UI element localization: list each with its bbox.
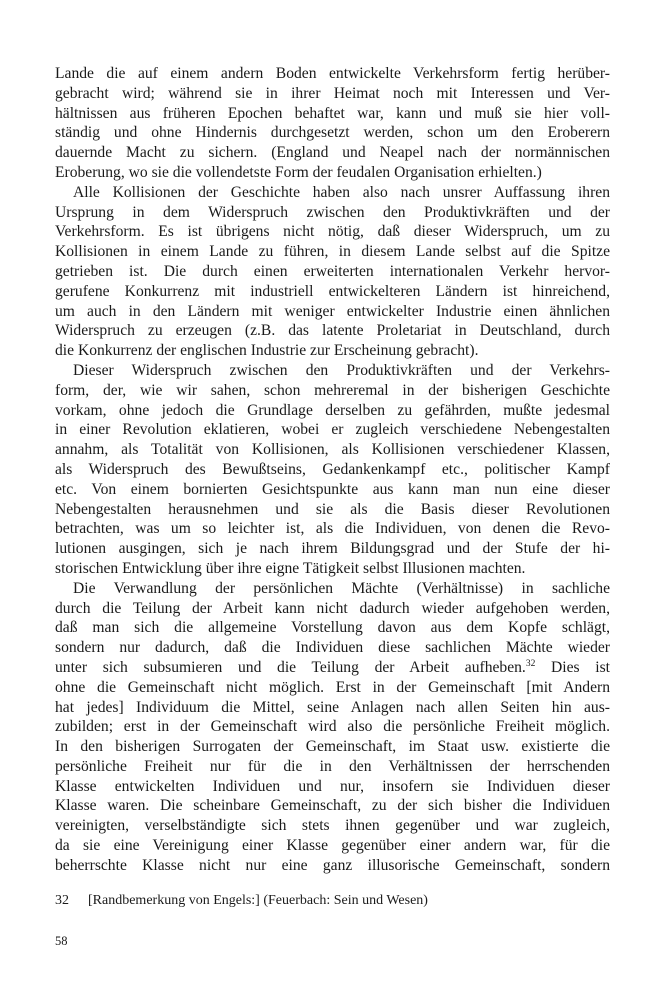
text-segment: Dies ist	[535, 658, 610, 676]
text-line-with-footnote	[55, 658, 610, 678]
text-line: Widerspruch zu erzeugen (z.B. das latente Proletariat in Deutschland, durch	[55, 322, 610, 340]
text-line: Verkehrsform. Es ist übrigens nicht nötig, daß dieser Widerspruch, um zu	[55, 223, 610, 241]
text-line: Klasse entwickelten Individuen und nur, insofern sie Individuen dieser	[55, 777, 610, 795]
text-line: vereinigten, verselbständigte sich stets ihnen gegenüber und war zugleich,	[55, 817, 610, 835]
text-line: Lande die auf einem andern Boden entwickelte Verkehrsform fertig herüber-	[55, 65, 610, 82]
text-line: um auch in den Ländern mit weniger entwickelter Industrie einen ähnlichen	[55, 302, 610, 320]
footnote-text: [Randbemerkung von Engels:] (Feuerbach: Sein und Wesen)	[88, 893, 428, 908]
text-line: lutionen ausgingen, sich je nach ihrem Bildungsgrad und der Stufe der hi-	[55, 540, 610, 558]
text-line: beherrschte Klasse nicht nur eine ganz illusorische Gemeinschaft, sondern	[55, 856, 610, 874]
page-number: 58	[55, 934, 68, 948]
text-line: Die Verwandlung der persönlichen Mächte (Verhältnisse) in sachliche	[73, 579, 610, 597]
text-line: hat jedes] Individuum die Mittel, seine Anlagen nach allen Seiten hin aus-	[55, 698, 610, 716]
text-line: durch die Teilung der Arbeit kann nicht dadurch wieder aufgehoben werden,	[55, 599, 610, 617]
text-line: gerufene Konkurrenz mit industriell entwickelteren Ländern ist hinreichend,	[55, 282, 610, 300]
text-line: Ursprung in dem Widerspruch zwischen den Produktivkräften und der	[55, 203, 610, 221]
text-line: dauernde Macht zu sichern. (England und Neapel nach der normännischen	[55, 144, 610, 162]
text-line: ohne die Gemeinschaft nicht möglich. Erst in der Gemeinschaft [mit Andern	[55, 678, 610, 696]
text-line: persönliche Freiheit nur für die in den Verhältnissen der herrschenden	[55, 757, 610, 775]
text-line: Nebengestalten herausnehmen und sie als die Basis dieser Revolutionen	[55, 500, 610, 518]
text-line: zubilden; erst in der Gemeinschaft wird also die persönliche Freiheit möglich.	[55, 718, 610, 736]
text-line: da sie eine Vereinigung einer Klasse gegenüber einer andern war, für die	[55, 837, 610, 855]
text-line: als Widerspruch des Bewußtseins, Gedankenkampf etc., politischer Kampf	[55, 460, 610, 478]
text-line: getrieben ist. Die durch einen erweiterten internationalen Verkehr hervor-	[55, 262, 610, 280]
body-text	[55, 64, 610, 876]
text-line: Dieser Widerspruch zwischen den Produktivkräften und der Verkehrs-	[73, 361, 610, 379]
text-line: ständig und ohne Hindernis durchgesetzt werden, schon um den Eroberern	[55, 124, 610, 142]
text-line: Alle Kollisionen der Geschichte haben also nach unsrer Auffassung ihren	[73, 183, 610, 201]
text-line: etc. Von einem bornierten Gesichtspunkte aus kann man nun eine dieser	[55, 480, 610, 498]
text-line: hältnissen aus früheren Epochen behaftet war, kann und muß sie hier voll-	[55, 104, 610, 122]
text-line: in einer Revolution eklatieren, wobei er zugleich verschiedene Nebengestalten	[55, 421, 610, 439]
text-line: die Konkurrenz der englischen Industrie zur Erscheinung gebracht).	[55, 342, 479, 360]
footnote	[55, 893, 610, 909]
text-line: daß man sich die allgemeine Vorstellung davon aus dem Kopfe schlägt,	[55, 619, 610, 637]
footnote-marker[interactable]: 32	[525, 658, 536, 669]
text-line: Kollisionen in einem Lande zu führen, in diesem Lande selbst auf die Spitze	[55, 243, 610, 261]
text-segment: unter sich subsumieren und die Teilung der Arbeit aufheben.	[55, 658, 526, 676]
text-line: annahm, als Totalität von Kollisionen, als Kollisionen verschiedener Klassen,	[55, 441, 610, 459]
text-line: vorkam, ohne jedoch die Grundlage derselben zu gefährden, mußte jedesmal	[55, 401, 610, 419]
text-line: form, der, wie wir sahen, schon mehreremal in der bisherigen Geschichte	[55, 381, 610, 399]
text-line: storischen Entwicklung über ihre eigne Tätigkeit selbst Illusionen machten.	[55, 559, 526, 577]
text-line: sondern nur dadurch, daß die Individuen diese sachlichen Mächte wieder	[55, 639, 610, 657]
text-line: Eroberung, wo sie die vollendetste Form der feudalen Organisation erhielten.)	[55, 163, 542, 181]
text-line: In den bisherigen Surrogaten der Gemeinschaft, im Staat usw. existierte die	[55, 738, 610, 756]
text-line: gebracht wird; während sie in ihrer Heimat noch mit Interessen und Ver-	[55, 84, 610, 102]
text-line: betrachten, was um so leichter ist, als die Individuen, von denen die Revo-	[55, 520, 610, 538]
text-line: Klasse waren. Die scheinbare Gemeinschaft, zu der sich bisher die Individuen	[55, 797, 610, 815]
footnote-number: 32	[55, 893, 69, 908]
